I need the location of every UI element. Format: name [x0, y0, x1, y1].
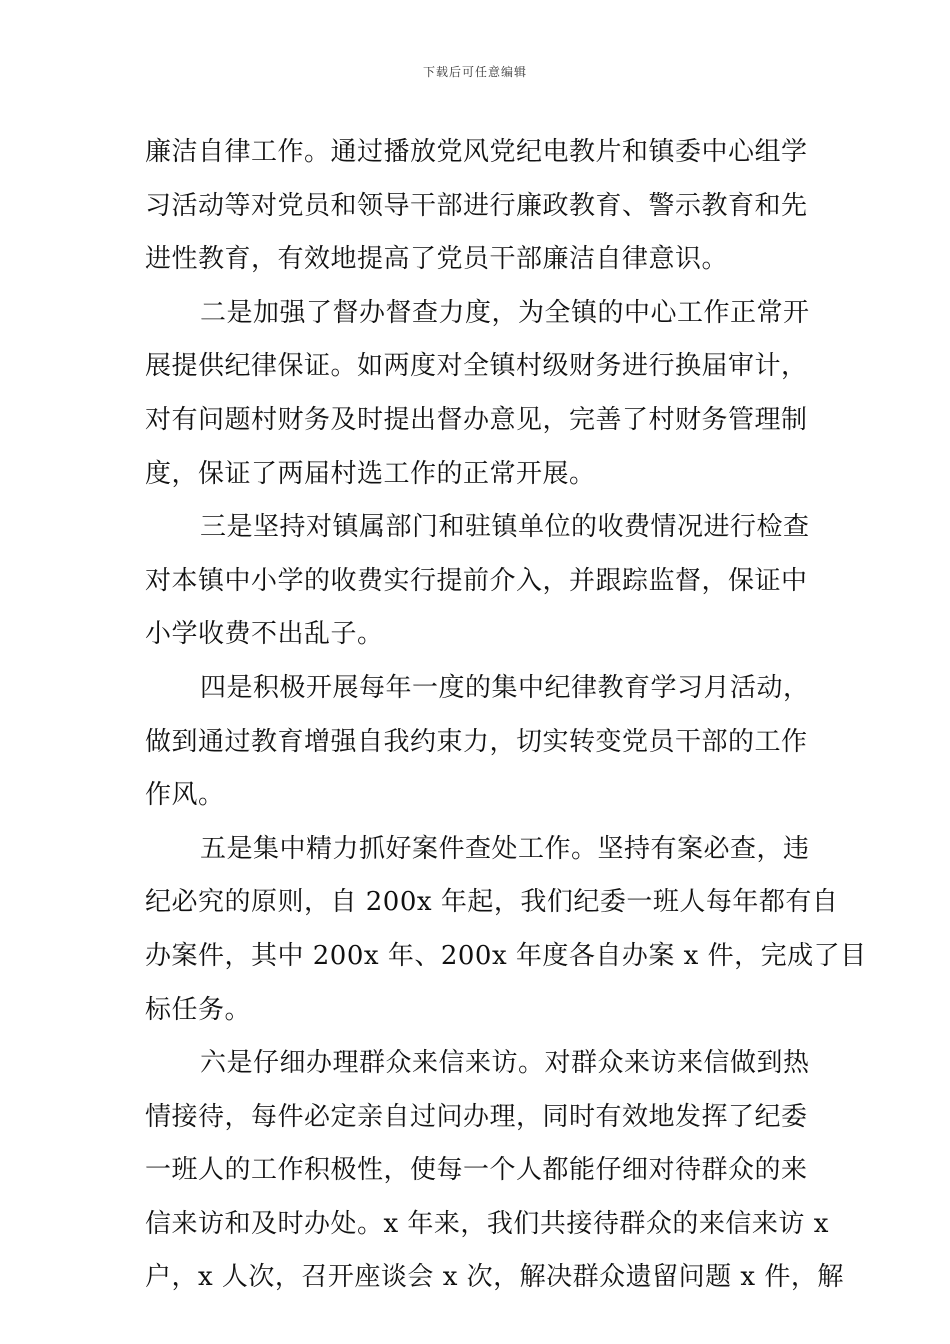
- text-line: 进性教育，有效地提高了党员干部廉洁自律意识。: [145, 244, 729, 275]
- text-line: 信来访和及时办处。x 年来，我们共接待群众的来信来访 x: [145, 1208, 829, 1239]
- text-line: 作风。: [145, 780, 225, 811]
- paragraph-start-line: 三是坚持对镇属部门和驻镇单位的收费情况进行检查: [200, 512, 810, 543]
- text-line: 对本镇中小学的收费实行提前介入，并跟踪监督，保证中: [145, 565, 808, 596]
- paragraph-start-line: 二是加强了督办督查力度，为全镇的中心工作正常开: [200, 297, 810, 328]
- text-line: 办案件，其中 200x 年、200x 年度各自办案 x 件，完成了目: [145, 940, 867, 971]
- text-line: 标任务。: [145, 994, 252, 1025]
- text-line: 情接待，每件必定亲自过问办理，同时有效地发挥了纪委: [145, 1101, 808, 1132]
- text-line: 做到通过教育增强自我约束力，切实转变党员干部的工作: [145, 726, 808, 757]
- text-line: 一班人的工作积极性，使每一个人都能仔细对待群众的来: [145, 1155, 808, 1186]
- text-line: 对有问题村财务及时提出督办意见，完善了村财务管理制: [145, 404, 808, 435]
- text-line: 展提供纪律保证。如两度对全镇村级财务进行换届审计，: [145, 351, 808, 382]
- paragraph-start-line: 四是积极开展每年一度的集中纪律教育学习月活动，: [200, 672, 810, 703]
- text-line: 习活动等对党员和领导干部进行廉政教育、警示教育和先: [145, 190, 808, 221]
- page-header-note: 下载后可任意编辑: [422, 65, 527, 79]
- paragraph-start-line: 五是集中精力抓好案件查处工作。坚持有案必查，违: [200, 833, 810, 864]
- paragraph-start-line: 六是仔细办理群众来信来访。对群众来访来信做到热: [200, 1048, 810, 1079]
- text-line: 纪必究的原则，自 200x 年起，我们纪委一班人每年都有自: [145, 887, 839, 918]
- text-line: 小学收费不出乱子。: [145, 619, 384, 650]
- text-line: 度，保证了两届村选工作的正常开展。: [145, 458, 596, 489]
- text-line: 户，x 人次，召开座谈会 x 次，解决群众遗留问题 x 件，解: [145, 1262, 844, 1293]
- text-line: 廉洁自律工作。通过播放党风党纪电教片和镇委中心组学: [145, 137, 808, 167]
- document-body: [145, 126, 867, 1305]
